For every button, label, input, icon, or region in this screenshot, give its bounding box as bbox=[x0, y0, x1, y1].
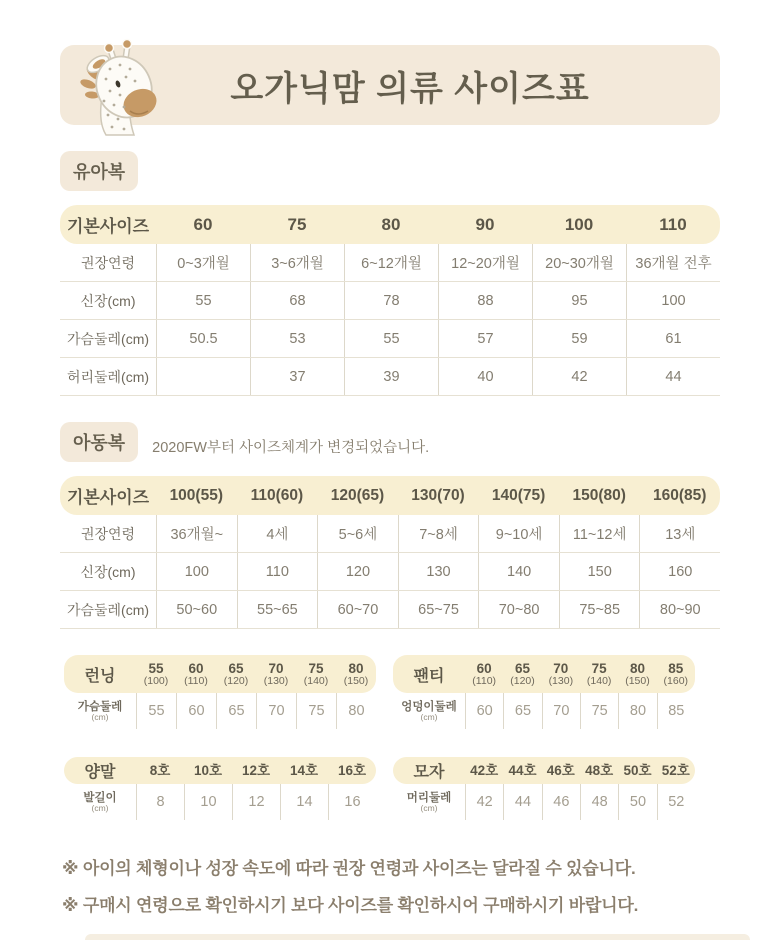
size-header-cell: 80 bbox=[381, 214, 401, 234]
table-cell: 120 bbox=[317, 553, 398, 590]
size-header-cell: 80 (150) bbox=[625, 660, 650, 687]
table-cell: 55 bbox=[344, 320, 438, 357]
row-label: 발길이 (cm) bbox=[83, 791, 117, 813]
size-header-cell: 60 (110) bbox=[184, 660, 208, 687]
table-cell: 16 bbox=[328, 784, 376, 820]
infant-size-table bbox=[60, 205, 720, 396]
size-header-cell: 90 bbox=[475, 214, 495, 234]
unit-label: (cm) bbox=[420, 802, 438, 813]
table-cell: 57 bbox=[438, 320, 532, 357]
size-header-cell: 12호 bbox=[241, 762, 271, 778]
table-cell: 68 bbox=[250, 282, 344, 319]
table-row bbox=[60, 320, 720, 358]
table-cell: 13세 bbox=[639, 515, 720, 552]
size-header-cell: 60 bbox=[193, 214, 213, 234]
table-row bbox=[60, 553, 720, 591]
unit-label: (cm) bbox=[91, 711, 109, 722]
row-label: 허리둘레(cm) bbox=[66, 368, 150, 385]
table-cell: 50~60 bbox=[156, 591, 237, 628]
page-title: 오가닉맘 의류 사이즈표 bbox=[230, 69, 590, 108]
table-cell: 80 bbox=[336, 693, 376, 729]
row-label: 신장(cm) bbox=[80, 563, 136, 580]
row-label: 권장연령 bbox=[80, 525, 136, 542]
table-cell: 0~3개월 bbox=[156, 244, 250, 281]
table-cell: 42 bbox=[532, 358, 626, 395]
table-cell: 65~75 bbox=[398, 591, 479, 628]
table-cell: 75~85 bbox=[559, 591, 640, 628]
hat-header-row bbox=[393, 757, 695, 784]
page-header bbox=[60, 45, 720, 125]
table-cell: 65 bbox=[216, 693, 256, 729]
table-cell: 60 bbox=[465, 693, 503, 729]
child-section-note: 2020FW부터 사이즈체계가 변경되었습니다. bbox=[152, 440, 430, 456]
size-header-cell: 110 bbox=[659, 214, 687, 234]
size-header-cell: 55 (100) bbox=[143, 660, 169, 687]
table-title: 런닝 bbox=[84, 667, 116, 685]
panty-size-table bbox=[393, 655, 695, 729]
table-cell: 100 bbox=[626, 282, 720, 319]
table-cell: 75 bbox=[580, 693, 618, 729]
table-cell: 50.5 bbox=[156, 320, 250, 357]
table-cell: 80 bbox=[618, 693, 656, 729]
table-cell: 110 bbox=[237, 553, 318, 590]
row-label: 가슴둘레(cm) bbox=[66, 330, 150, 347]
table-cell: 150 bbox=[559, 553, 640, 590]
table-cell: 48 bbox=[580, 784, 618, 820]
size-header-cell: 100(55) bbox=[169, 486, 223, 504]
running-size-table bbox=[64, 655, 376, 729]
table-cell: 12~20개월 bbox=[438, 244, 532, 281]
socks-size-table bbox=[64, 757, 376, 820]
table-row bbox=[64, 693, 376, 729]
table-cell: 80~90 bbox=[639, 591, 720, 628]
table-row bbox=[60, 515, 720, 553]
table-cell: 100 bbox=[156, 553, 237, 590]
child-section-header bbox=[60, 422, 720, 462]
running-header-row bbox=[64, 655, 376, 693]
table-cell: 14 bbox=[280, 784, 328, 820]
table-cell: 4세 bbox=[237, 515, 318, 552]
row-label: 가슴둘레(cm) bbox=[66, 601, 150, 618]
footnote-line: ※ 구매시 연령으로 확인하시기 보다 사이즈를 확인하시어 구매하시기 바랍니다. bbox=[62, 896, 639, 915]
table-cell: 130 bbox=[398, 553, 479, 590]
panty-header-row bbox=[393, 655, 695, 693]
table-cell: 50 bbox=[618, 784, 656, 820]
size-header-cell: 140(75) bbox=[491, 486, 546, 504]
table-cell: 61 bbox=[626, 320, 720, 357]
size-header-cell: 8호 bbox=[149, 762, 171, 778]
socks-header-row bbox=[64, 757, 376, 784]
table-cell: 70~80 bbox=[478, 591, 559, 628]
table-cell: 88 bbox=[438, 282, 532, 319]
table-cell: 160 bbox=[639, 553, 720, 590]
size-header-cell: 10호 bbox=[193, 762, 223, 778]
size-header-cell: 160(85) bbox=[653, 486, 707, 504]
table-title: 팬티 bbox=[413, 667, 445, 685]
size-header-cell: 75 (140) bbox=[586, 660, 612, 687]
size-header-cell: 75 bbox=[287, 214, 307, 234]
table-cell: 44 bbox=[503, 784, 541, 820]
table-cell: 11~12세 bbox=[559, 515, 640, 552]
table-cell: 140 bbox=[478, 553, 559, 590]
table-title: 모자 bbox=[413, 764, 445, 781]
hat-size-table bbox=[393, 757, 695, 820]
row-label: 머리둘레 (cm) bbox=[406, 791, 452, 813]
table-cell: 5~6세 bbox=[317, 515, 398, 552]
size-header-cell: 150(80) bbox=[572, 486, 626, 504]
size-header-cell: 80 (150) bbox=[343, 660, 369, 687]
child-size-header-row bbox=[60, 476, 720, 515]
table-cell: 95 bbox=[532, 282, 626, 319]
infant-section-chip: 유아복 bbox=[60, 151, 138, 191]
child-section-chip: 아동복 bbox=[60, 422, 138, 462]
table-cell: 60~70 bbox=[317, 591, 398, 628]
table-cell: 40 bbox=[438, 358, 532, 395]
infant-section-header bbox=[60, 151, 720, 191]
table-cell: 39 bbox=[344, 358, 438, 395]
table-cell: 46 bbox=[542, 784, 580, 820]
size-header-cell: 110(60) bbox=[250, 486, 304, 504]
unit-label: (cm) bbox=[420, 711, 438, 722]
table-cell: 12 bbox=[232, 784, 280, 820]
table-row bbox=[393, 693, 695, 729]
size-header-cell: 60 (110) bbox=[472, 660, 497, 687]
table-cell: 10 bbox=[184, 784, 232, 820]
table-cell: 55 bbox=[156, 282, 250, 319]
table-cell: 8 bbox=[136, 784, 184, 820]
giraffe-illustration bbox=[68, 37, 188, 137]
table-cell: 59 bbox=[532, 320, 626, 357]
table-row bbox=[60, 591, 720, 629]
table-cell: 36개월~ bbox=[156, 515, 237, 552]
table-cell: 70 bbox=[542, 693, 580, 729]
unit-label: (cm) bbox=[91, 802, 109, 813]
row-label: 권장연령 bbox=[80, 254, 136, 271]
table-cell: 52 bbox=[657, 784, 695, 820]
table-cell: 55~65 bbox=[237, 591, 318, 628]
table-cell: 55 bbox=[136, 693, 176, 729]
table-cell: 60 bbox=[176, 693, 216, 729]
table-cell: 44 bbox=[626, 358, 720, 395]
size-header-cell: 48호 bbox=[585, 762, 614, 778]
infant-size-header-row bbox=[60, 205, 720, 244]
table-row bbox=[60, 282, 720, 320]
table-cell: 85 bbox=[657, 693, 695, 729]
size-header-cell: 46호 bbox=[546, 762, 575, 778]
size-header-cell: 70 (130) bbox=[263, 660, 289, 687]
table-cell: 36개월 전후 bbox=[626, 244, 720, 281]
table-row bbox=[60, 358, 720, 396]
size-header-label: 기본사이즈 bbox=[66, 488, 150, 507]
row-label: 엉덩이둘레 (cm) bbox=[401, 700, 457, 722]
size-header-cell: 70 (130) bbox=[548, 660, 574, 687]
table-row bbox=[393, 784, 695, 820]
size-header-cell: 85 (160) bbox=[663, 660, 689, 687]
table-cell: 70 bbox=[256, 693, 296, 729]
row-label: 가슴둘레 (cm) bbox=[77, 700, 123, 722]
table-cell: 37 bbox=[250, 358, 344, 395]
size-header-cell: 50호 bbox=[623, 762, 652, 778]
size-header-cell: 120(65) bbox=[330, 486, 385, 504]
size-header-cell: 130(70) bbox=[411, 486, 465, 504]
footnote-line: ※ 아이의 체형이나 성장 속도에 따라 권장 연령과 사이즈는 달라질 수 있습니다. bbox=[62, 859, 636, 878]
size-header-cell: 75 (140) bbox=[303, 660, 329, 687]
size-header-cell: 16호 bbox=[337, 762, 367, 778]
size-header-cell: 65 (120) bbox=[510, 660, 535, 687]
size-header-cell: 44호 bbox=[508, 762, 537, 778]
table-row bbox=[60, 244, 720, 282]
row-label: 신장(cm) bbox=[80, 292, 136, 309]
table-row bbox=[64, 784, 376, 820]
table-cell: 6~12개월 bbox=[344, 244, 438, 281]
size-header-cell: 65 (120) bbox=[223, 660, 249, 687]
table-cell: 53 bbox=[250, 320, 344, 357]
size-header-cell: 42호 bbox=[470, 762, 499, 778]
table-cell: 20~30개월 bbox=[532, 244, 626, 281]
table-cell: 65 bbox=[503, 693, 541, 729]
footnotes bbox=[62, 854, 720, 916]
size-header-cell: 100 bbox=[564, 214, 594, 234]
cropped-bottom-box bbox=[85, 934, 750, 940]
table-cell bbox=[156, 358, 250, 395]
size-header-cell: 14호 bbox=[289, 762, 319, 778]
table-title: 양말 bbox=[84, 764, 116, 781]
table-cell: 7~8세 bbox=[398, 515, 479, 552]
size-header-label: 기본사이즈 bbox=[66, 217, 150, 236]
table-cell: 9~10세 bbox=[478, 515, 559, 552]
child-size-table bbox=[60, 476, 720, 629]
size-header-cell: 52호 bbox=[661, 762, 690, 778]
table-cell: 78 bbox=[344, 282, 438, 319]
table-cell: 42 bbox=[465, 784, 503, 820]
table-cell: 3~6개월 bbox=[250, 244, 344, 281]
table-cell: 75 bbox=[296, 693, 336, 729]
